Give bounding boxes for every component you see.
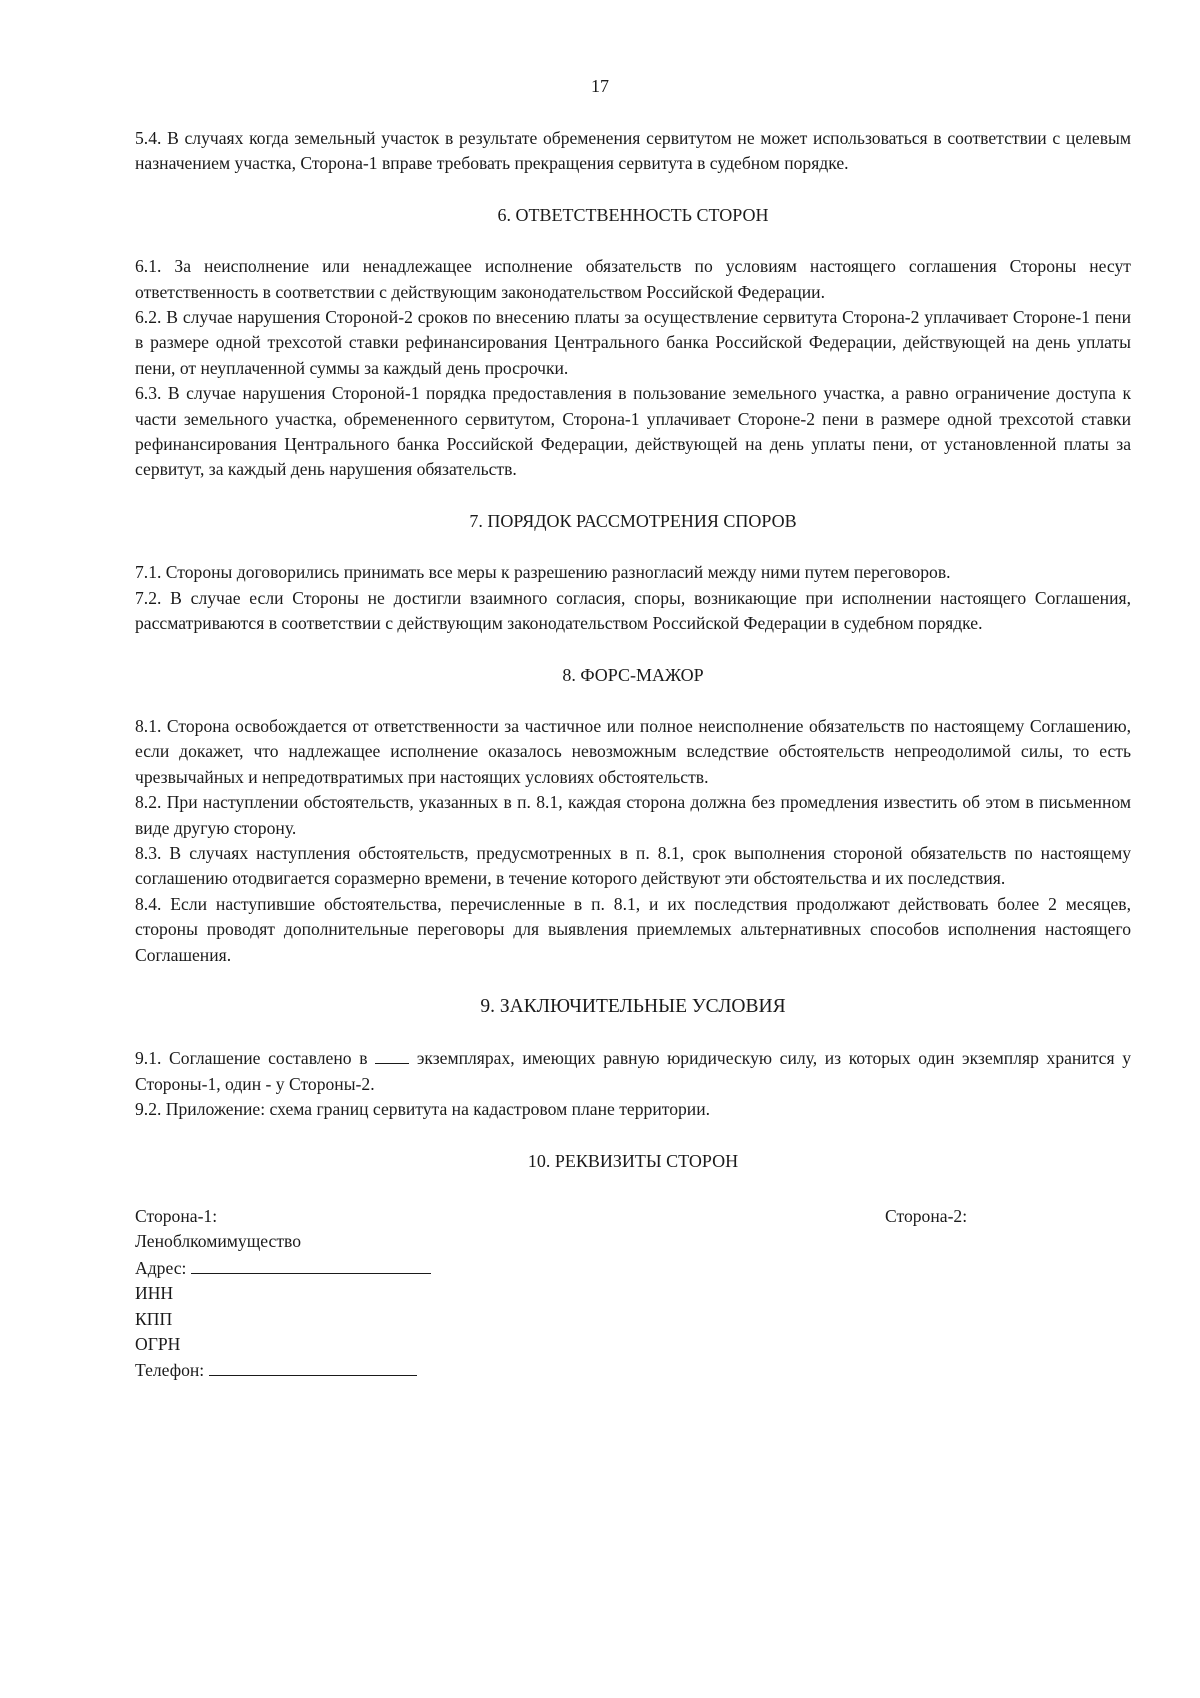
party-1-ogrn: ОГРН xyxy=(135,1334,181,1355)
page-number: 17 xyxy=(591,76,609,96)
section-7-title: 7. ПОРЯДОК РАССМОТРЕНИЯ СПОРОВ xyxy=(469,510,797,531)
address-blank xyxy=(191,1255,431,1274)
section-6-title: 6. ОТВЕТСТВЕННОСТЬ СТОРОН xyxy=(497,204,769,225)
clause-8-2: 8.2. При наступлении обстоятельств, указанных в п. 8.1, каждая сторона должна без промедления известить об этом в письменном виде другую сторону. xyxy=(135,792,1131,838)
clause-9-1 xyxy=(135,1045,1131,1097)
clause-7-2: 7.2. В случае если Стороны не достигли взаимного согласия, споры, возникающие при исполнении настоящего Соглашения, рассматриваются в соответствии с действующим законодательством Российской Федерации в судебном порядке. xyxy=(135,587,1131,634)
party-1-address xyxy=(135,1255,431,1281)
clause-8-4: 8.4. Если наступившие обстоятельства, перечисленные в п. 8.1, и их последствия продолжают действовать более 2 месяцев, стороны проводят дополнительные переговоры для выявления приемлемых альтернативных способов исполнения настоящего Соглашения. xyxy=(135,893,1131,965)
party-2-label: Сторона-2: xyxy=(885,1206,968,1226)
clause-8-1: 8.1. Сторона освобождается от ответственности за частичное или полное неисполнение обязательств по настоящему Соглашению, если докажет, что надлежащее исполнение оказалось невозможным вследствие обстоятельств непреодолимой силы, то есть чрезвычайных и непредотвратимых при настоящих условиях обстоятельств. xyxy=(135,715,1131,787)
party-1-name: Леноблкомимущество xyxy=(135,1231,301,1252)
section-9-title: 9. ЗАКЛЮЧИТЕЛЬНЫЕ УСЛОВИЯ xyxy=(480,995,786,1017)
party-1-phone xyxy=(135,1357,431,1383)
clause-6-3: 6.3. В случае нарушения Стороной-1 порядка предоставления в пользование земельного участка, а равно ограничение доступа к части земельного участка, обремененного сервитутом, Сторона-1 уплачивает Стороне-2 пени в размере одной трехсотой ставки рефинансирования Центрального банка Российской Федерации, действующей на день уплаты пени, от установленной платы за сервитут, за каждый день нарушения обязательств. xyxy=(135,383,1131,480)
document-body xyxy=(135,126,1131,1404)
party-1-inn: ИНН xyxy=(135,1283,174,1304)
clause-5-4: 5.4. В случаях когда земельный участок в результате обременения сервитутом не может использоваться в соответствии с целевым назначением участка, Сторона-1 вправе требовать прекращения сервитута в судебном порядке. xyxy=(135,128,1131,174)
clause-9-1-end: экземплярах, имеющих равную юридическую силу, из которых один экземпляр хранится у Стороны-1, один - у Стороны-2. xyxy=(135,1048,1132,1094)
section-8-title: 8. ФОРС-МАЖОР xyxy=(562,664,704,685)
clause-6-1: 6.1. За неисполнение или ненадлежащее исполнение обязательств по условиям настоящего соглашения Стороны несут ответственность в соответствии с действующим законодательством Российской Федерации. xyxy=(135,256,1131,302)
address-label: Адрес: xyxy=(135,1257,187,1278)
clause-8-3: 8.3. В случаях наступления обстоятельств, предусмотренных в п. 8.1, срок выполнения стороной обязательств по настоящему соглашению отодвигается соразмерно времени, в течение которого действуют эти обстоятельства и их последствия. xyxy=(135,842,1131,889)
clause-9-1-start: 9.1. Соглашение составлено в xyxy=(135,1048,368,1069)
party-1-block xyxy=(135,1204,431,1384)
clause-6-2: 6.2. В случае нарушения Стороной-2 сроков по внесению платы за осуществление сервитута Сторона-2 уплачивает Стороне-1 пени в размере одной трехсотой ставки рефинансирования Центрального банка Российской Федерации, действующей на день уплаты пени, от неуплаченной суммы за каждый день просрочки. xyxy=(135,307,1131,378)
party-1-kpp: КПП xyxy=(135,1308,173,1329)
party-1-label: Сторона-1: xyxy=(135,1206,218,1226)
phone-blank xyxy=(209,1357,417,1376)
copies-count-blank xyxy=(375,1045,409,1064)
clause-7-1: 7.1. Стороны договорились принимать все меры к разрешению разногласий между ними путем переговоров. xyxy=(135,562,951,583)
phone-label: Телефон: xyxy=(135,1360,205,1381)
clause-9-2: 9.2. Приложение: схема границ сервитута на кадастровом плане территории. xyxy=(135,1099,711,1120)
party-requisites xyxy=(135,1204,1131,1404)
party-2-block xyxy=(885,1204,967,1229)
section-10-title: 10. РЕКВИЗИТЫ СТОРОН xyxy=(527,1150,739,1171)
